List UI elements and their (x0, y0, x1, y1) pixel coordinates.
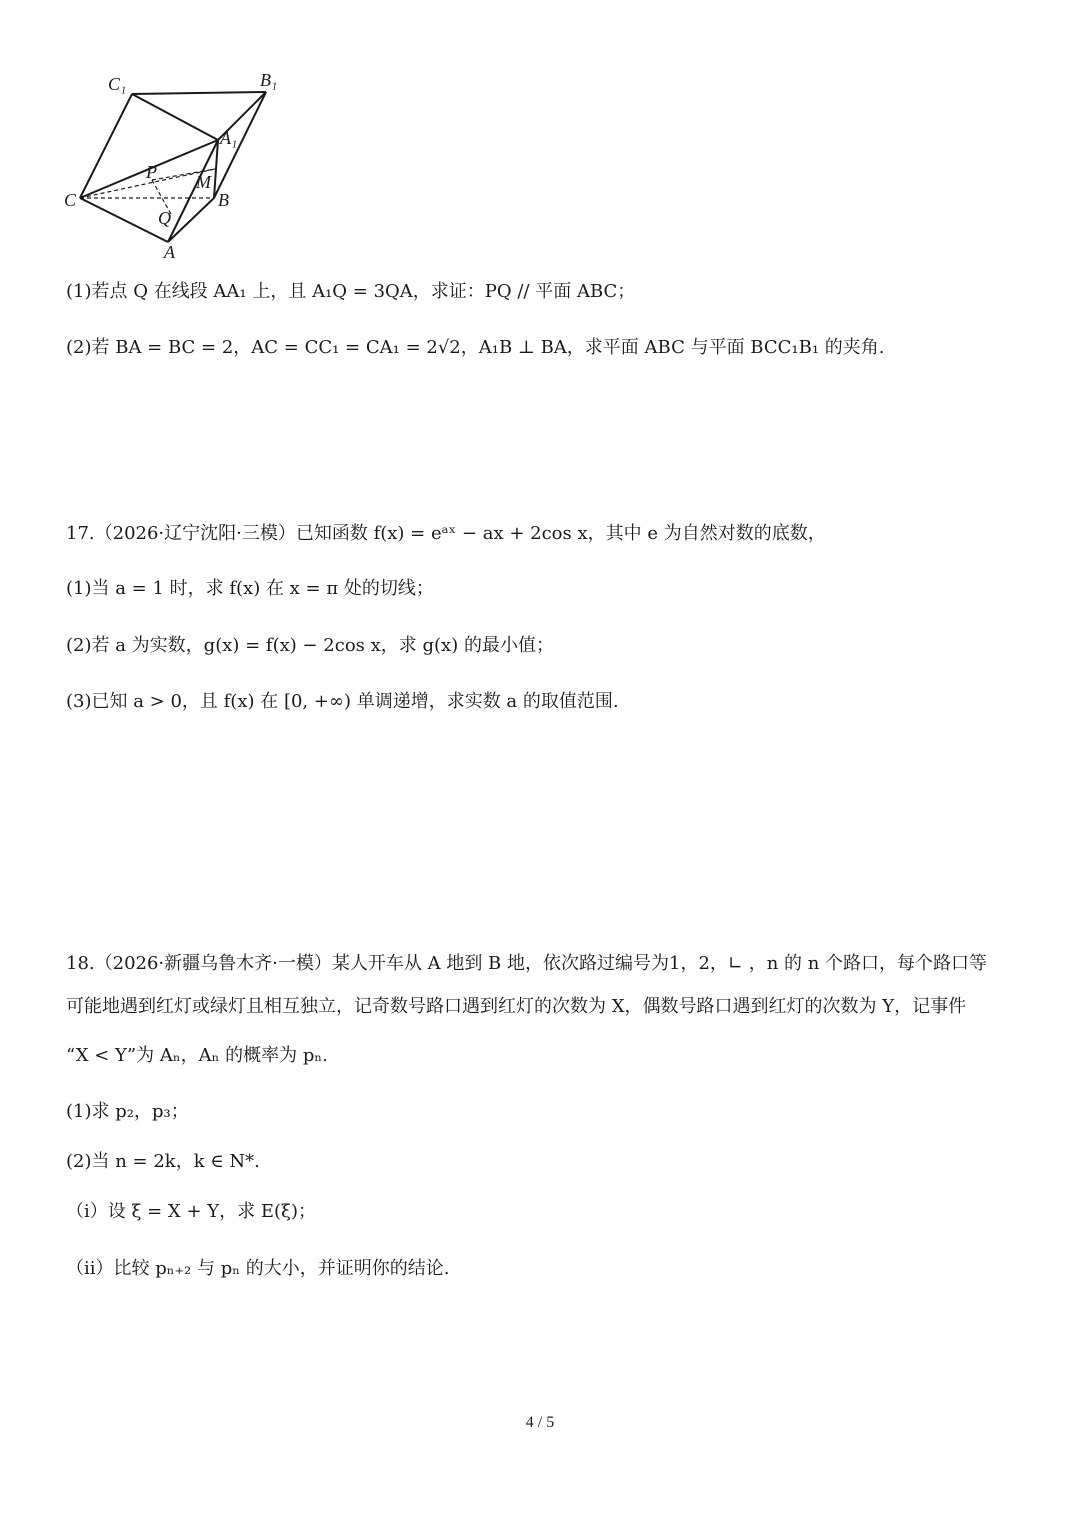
q18-part1: (1)求 p₂，p₃； (66, 1101, 189, 1122)
q17-part3: (3)已知 a > 0，且 f(x) 在 [0, +∞) 单调递增，求实数 a 的取值范围. (66, 691, 619, 712)
label-a1: A₁ (220, 128, 238, 148)
label-c: C (64, 190, 77, 210)
label-m: M (196, 172, 211, 192)
edge-ab (168, 198, 214, 242)
q18-stem-line2: 可能地遇到红灯或绿灯且相互独立，记奇数号路口遇到红灯的次数为 X，偶数号路口遇到红灯的次数为 Y，记事件 (66, 996, 967, 1017)
q18-sub2: （ii）比较 pₙ₊₂ 与 pₙ 的大小，并证明你的结论. (66, 1258, 450, 1279)
edge-ca (80, 198, 168, 242)
q17-part2: (2)若 a 为实数，g(x) = f(x) − 2cos x，求 g(x) 的最小值； (66, 635, 554, 656)
q18-stem-line1: 18.（2026·新疆乌鲁木齐·一模）某人开车从 A 地到 B 地，依次路过编号为1，2，∟ ，n 的 n 个路口，每个路口等 (66, 953, 988, 974)
q16-part1: (1)若点 Q 在线段 AA₁ 上，且 A₁Q = 3QA，求证：PQ // 平面 ABC； (66, 281, 636, 302)
edge-c1c (80, 94, 132, 198)
label-b1: B₁ (260, 70, 278, 90)
q17-stem: 17.（2026·辽宁沈阳·三模）已知函数 f(x) = eᵃˣ − ax + 2cos x，其中 e 为自然对数的底数， (66, 523, 826, 544)
edge-c1b1 (132, 92, 266, 94)
label-p: P (146, 162, 157, 182)
q18-stem-line3: “X < Y”为 Aₙ，Aₙ 的概率为 pₙ. (66, 1045, 328, 1066)
prism-diagram (60, 66, 300, 264)
edge-c1a1 (132, 94, 218, 140)
page-number: 4 / 5 (525, 1414, 555, 1431)
prism-figure (60, 66, 300, 264)
q18-part2: (2)当 n = 2k，k ∈ N*. (66, 1151, 260, 1172)
label-q: Q (158, 208, 171, 228)
label-a: A (164, 242, 175, 262)
label-b: B (218, 190, 229, 210)
q16-part2: (2)若 BA = BC = 2，AC = CC₁ = CA₁ = 2√2，A₁B ⊥ BA，求平面 ABC 与平面 BCC₁B₁ 的夹角. (66, 337, 885, 358)
q18-sub1: （i）设 ξ = X + Y，求 E(ξ)； (66, 1201, 316, 1222)
q17-part1: (1)当 a = 1 时，求 f(x) 在 x = π 处的切线； (66, 578, 434, 599)
label-c1: C₁ (108, 74, 127, 94)
